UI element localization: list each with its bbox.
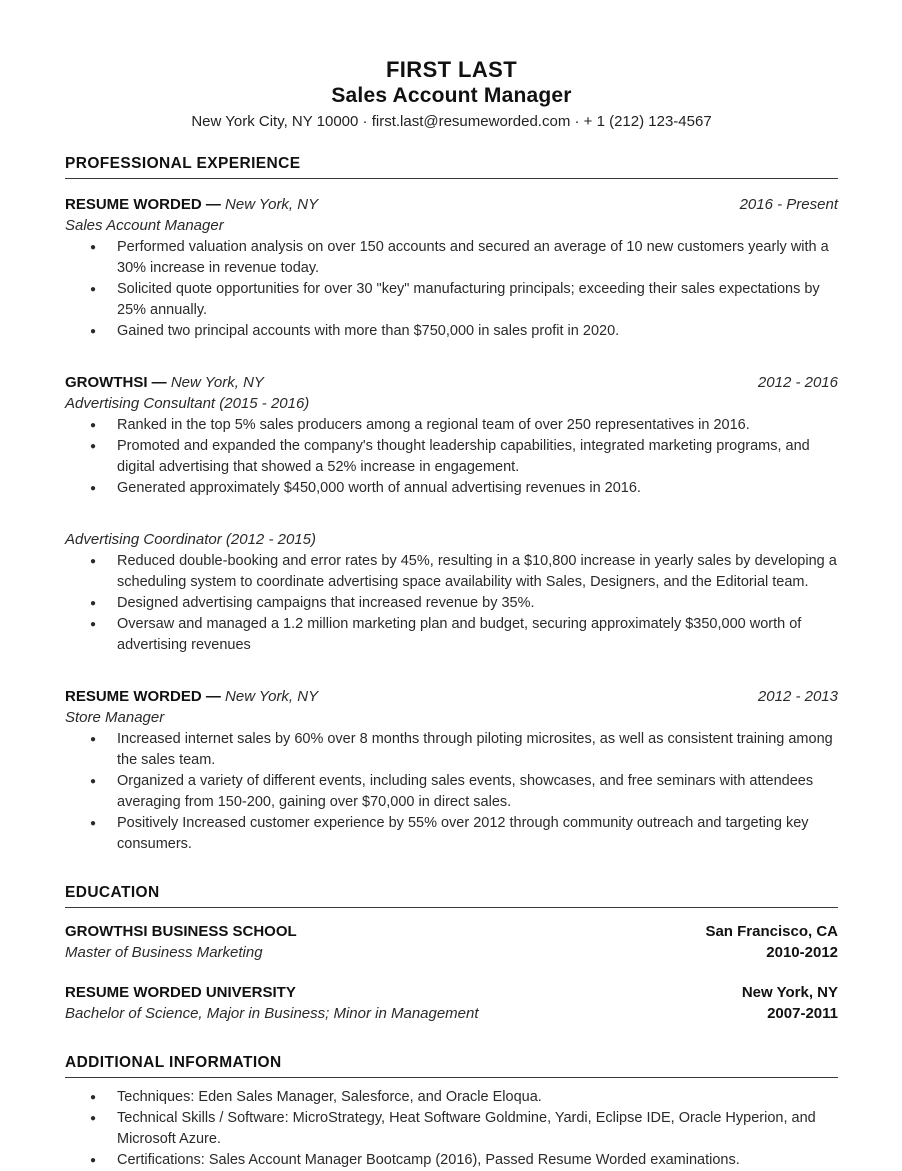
em-dash: — bbox=[205, 688, 221, 705]
school-right bbox=[742, 982, 838, 1024]
job-location: New York, NY bbox=[225, 688, 319, 705]
job-role: Advertising Consultant (2015 - 2016) bbox=[65, 395, 310, 412]
bullet-item: ● Generated approximately $450,000 worth of annual advertising revenues in 2016. bbox=[65, 478, 838, 499]
additional-bullets bbox=[65, 1087, 838, 1171]
job-dates: 2012 - 2016 bbox=[757, 374, 838, 391]
resume-header bbox=[65, 56, 838, 132]
school-degree: Master of Business Marketing bbox=[65, 944, 263, 961]
candidate-title: Sales Account Manager bbox=[331, 84, 572, 107]
experience-heading: PROFESSIONAL EXPERIENCE bbox=[65, 155, 838, 179]
job-bullets bbox=[65, 729, 838, 855]
job-role: Advertising Coordinator (2012 - 2015) bbox=[65, 531, 316, 548]
additional-heading: ADDITIONAL INFORMATION bbox=[65, 1054, 838, 1078]
bullet-item: ● Positively Increased customer experience by 55% over 2012 through community outreach and targeting key consumers. bbox=[65, 813, 838, 855]
job-location: New York, NY bbox=[170, 374, 264, 391]
school-degree: Bachelor of Science, Major in Business; Minor in Management bbox=[65, 1005, 479, 1022]
job-head bbox=[65, 372, 838, 393]
bullet-item: ● Increased internet sales by 60% over 8 months through piloting microsites, as well as consistent training among the sales team. bbox=[65, 729, 838, 771]
job-dates: 2012 - 2013 bbox=[757, 688, 838, 705]
em-dash: — bbox=[151, 374, 167, 391]
school-dates: 2010-2012 bbox=[766, 944, 838, 961]
bullet-item: ● Designed advertising campaigns that increased revenue by 35%. bbox=[65, 593, 838, 614]
section-professional-experience bbox=[65, 155, 838, 855]
job-entry-advertising-coordinator bbox=[65, 529, 838, 656]
bullet-item: ● Performed valuation analysis on over 150 accounts and secured an average of 10 new customers yearly with a 30% increase in revenue today. bbox=[65, 237, 838, 279]
bullet-item: ● Promoted and expanded the company's thought leadership capabilities, integrated marketing programs, and digital advertising that showed a 52% increase in engagement. bbox=[65, 436, 838, 478]
bullet-item: ● Oversaw and managed a 1.2 million marketing plan and budget, securing approximately $350,000 worth of advertising revenues bbox=[65, 614, 838, 656]
bullet-item: ● Technical Skills / Software: MicroStrategy, Heat Software Goldmine, Yardi, Eclipse IDE, Oracle Hyperion, and Microsoft Azure. bbox=[65, 1108, 838, 1150]
bullet-item: ● Techniques: Eden Sales Manager, Salesforce, and Oracle Eloqua. bbox=[65, 1087, 838, 1108]
bullet-item: ● Reduced double-booking and error rates by 45%, resulting in a $10,800 increase in yearly sales by developing a scheduling system to coordinate advertising space availability with Sales, Designers, and the Editorial team. bbox=[65, 551, 838, 593]
education-heading: EDUCATION bbox=[65, 884, 838, 908]
section-education bbox=[65, 884, 838, 1024]
school-right bbox=[705, 921, 838, 963]
company-name: RESUME WORDED bbox=[65, 688, 202, 705]
school-dates: 2007-2011 bbox=[767, 1005, 838, 1022]
candidate-name: FIRST LAST bbox=[385, 57, 518, 82]
school-location: San Francisco, CA bbox=[705, 923, 838, 940]
job-bullets bbox=[65, 237, 838, 342]
section-additional-information bbox=[65, 1054, 838, 1171]
em-dash: — bbox=[205, 196, 221, 213]
contact-line: New York City, NY 10000 · first.last@resumeworded.com · + 1 (212) 123-4567 bbox=[191, 113, 712, 130]
bullet-item: ● Ranked in the top 5% sales producers among a regional team of over 250 representatives in 2016. bbox=[65, 415, 838, 436]
school-entry-resume-worded bbox=[65, 982, 838, 1024]
job-head bbox=[65, 686, 838, 707]
job-entry-resume-worded-2 bbox=[65, 686, 838, 855]
bullet-item: ● Solicited quote opportunities for over 30 "key" manufacturing principals; exceeding their sales expectations by 25% annually. bbox=[65, 279, 838, 321]
job-bullets bbox=[65, 415, 838, 499]
job-company-line bbox=[65, 372, 264, 393]
school-left bbox=[65, 921, 297, 963]
company-name: RESUME WORDED bbox=[65, 196, 202, 213]
school-name: GROWTHSI BUSINESS SCHOOL bbox=[65, 923, 297, 940]
bullet-item: ● Organized a variety of different events, including sales events, showcases, and free seminars with attendees averaging from 150-200, gaining over $70,000 in direct sales. bbox=[65, 771, 838, 813]
school-location: New York, NY bbox=[741, 984, 838, 1001]
job-company-line bbox=[65, 686, 318, 707]
job-company-line bbox=[65, 194, 318, 215]
school-name: RESUME WORDED UNIVERSITY bbox=[65, 984, 296, 1001]
job-entry-growthsi bbox=[65, 372, 838, 499]
job-bullets bbox=[65, 551, 838, 656]
school-entry-growthsi bbox=[65, 921, 838, 963]
school-left bbox=[65, 982, 479, 1024]
job-location: New York, NY bbox=[225, 196, 319, 213]
job-entry-resume-worded-1 bbox=[65, 194, 838, 342]
job-role: Sales Account Manager bbox=[65, 217, 224, 234]
company-name: GROWTHSI bbox=[65, 374, 148, 391]
bullet-item: ● Gained two principal accounts with more than $750,000 in sales profit in 2020. bbox=[65, 321, 838, 342]
job-role: Store Manager bbox=[65, 709, 165, 726]
job-head bbox=[65, 194, 838, 215]
bullet-item: ● Certifications: Sales Account Manager Bootcamp (2016), Passed Resume Worded examinations. bbox=[65, 1150, 838, 1171]
job-dates: 2016 - Present bbox=[739, 196, 838, 213]
